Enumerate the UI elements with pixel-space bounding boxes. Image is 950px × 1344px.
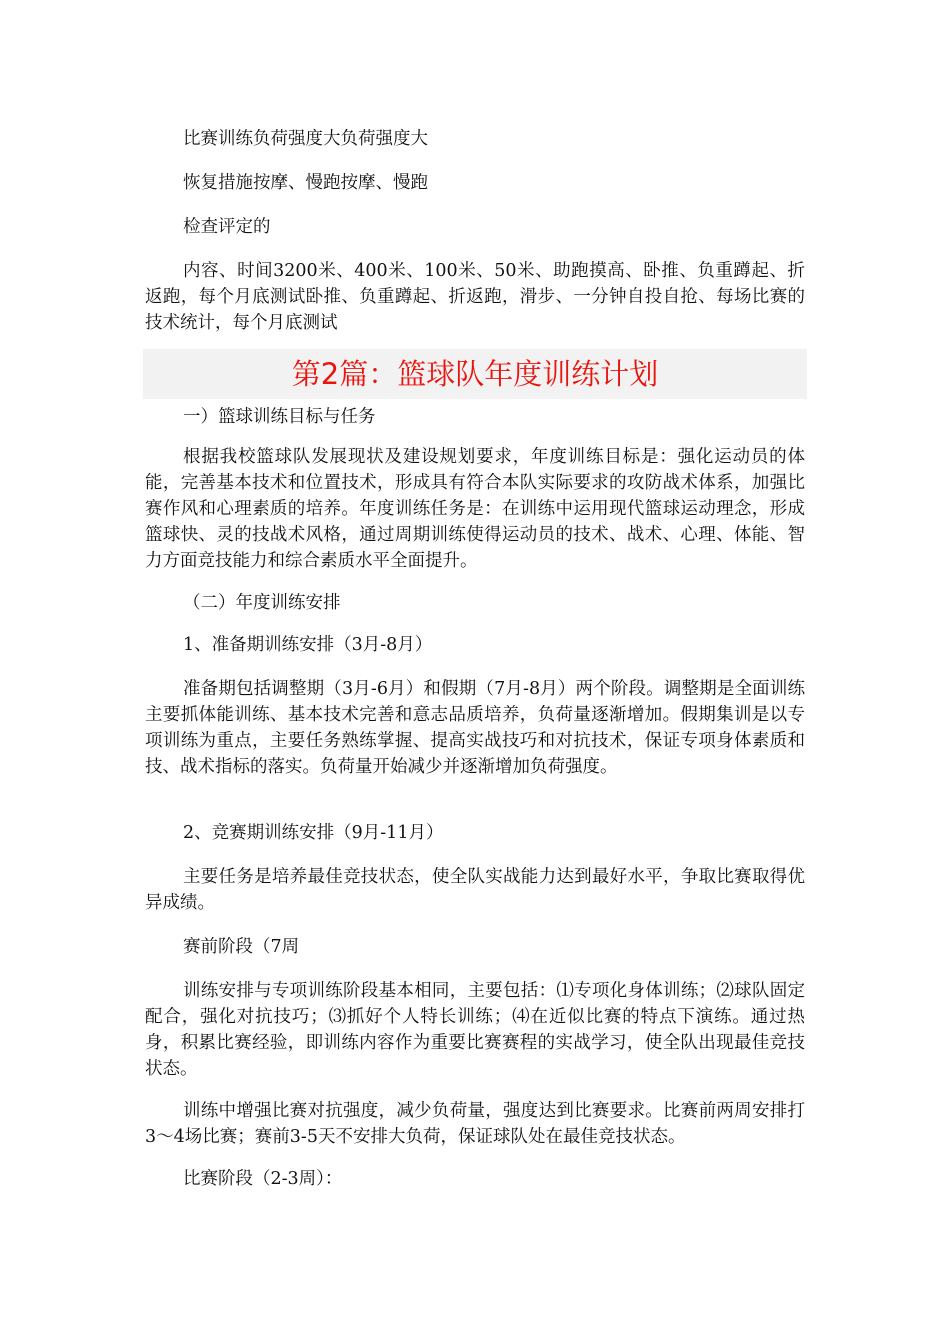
paragraph-pre-match-1: 训练安排与专项训练阶段基本相同，主要包括：⑴专项化身体训练；⑵球队固定配合，强化对抗技巧；⑶抓好个人特长训练；⑷在近似比赛的特点下演练。通过热身，积累比赛经验，即训练内容作为重要比赛赛程的实战学习，使全队出现最佳竞技状态。: [145, 981, 805, 1079]
paragraph-competition: 主要任务是培养最佳竞技状态，使全队实战能力达到最好水平，争取比赛取得优异成绩。: [145, 867, 805, 913]
paragraph-training-load: 比赛训练负荷强度大负荷强度大: [183, 129, 428, 149]
paragraph-goals: 根据我校篮球队发展现状及建设规划要求，年度训练目标是：强化运动员的体能，完善基本技术和位置技术，形成具有符合本队实际要求的攻防战术体系，加强比赛作风和心理素质的培养。年度训练任务是：在训练中运用现代篮球运动理念，形成篮球快、灵的技战术风格，通过周期训练使得运动员的技术、战术、心理、体能、智力方面竞技能力和综合素质水平全面提升。: [145, 447, 805, 571]
section-heading-goals: 一）篮球训练目标与任务: [183, 407, 376, 427]
paragraph-test-content: 内容、时间3200米、400米、100米、50米、助跑摸高、卧推、负重蹲起、折返跑，每个月底测试卧推、负重蹲起、折返跑，滑步、一分钟自投自抢、每场比赛的技术统计，每个月底测试: [145, 261, 805, 333]
section-heading-pre-match: 赛前阶段（7周: [183, 937, 300, 957]
article-title: 第2篇：篮球队年度训练计划: [291, 357, 659, 391]
paragraph-evaluation: 检查评定的: [183, 217, 271, 237]
section-heading-match: 比赛阶段（2-3周）：: [183, 1169, 343, 1189]
section-heading-competition: 2、竞赛期训练安排（9月-11月）: [183, 823, 444, 843]
paragraph-recovery: 恢复措施按摩、慢跑按摩、慢跑: [183, 173, 428, 193]
section-heading-annual-plan: （二）年度训练安排: [183, 593, 341, 613]
paragraph-preparation: 准备期包括调整期（3月-6月）和假期（7月-8月）两个阶段。调整期是全面训练主要抓体能训练、基本技术完善和意志品质培养，负荷量逐渐增加。假期集训是以专项训练为重点，主要任务熟练掌握、提高实战技巧和对抗技术，保证专项身体素质和技、战术指标的落实。负荷量开始减少并逐渐增加负荷强度。: [145, 679, 805, 777]
paragraph-pre-match-2: 训练中增强比赛对抗强度，减少负荷量，强度达到比赛要求。比赛前两周安排打3～4场比赛；赛前3-5天不安排大负荷，保证球队处在最佳竞技状态。: [145, 1101, 805, 1147]
section-heading-preparation: 1、准备期训练安排（3月-8月）: [183, 635, 433, 655]
